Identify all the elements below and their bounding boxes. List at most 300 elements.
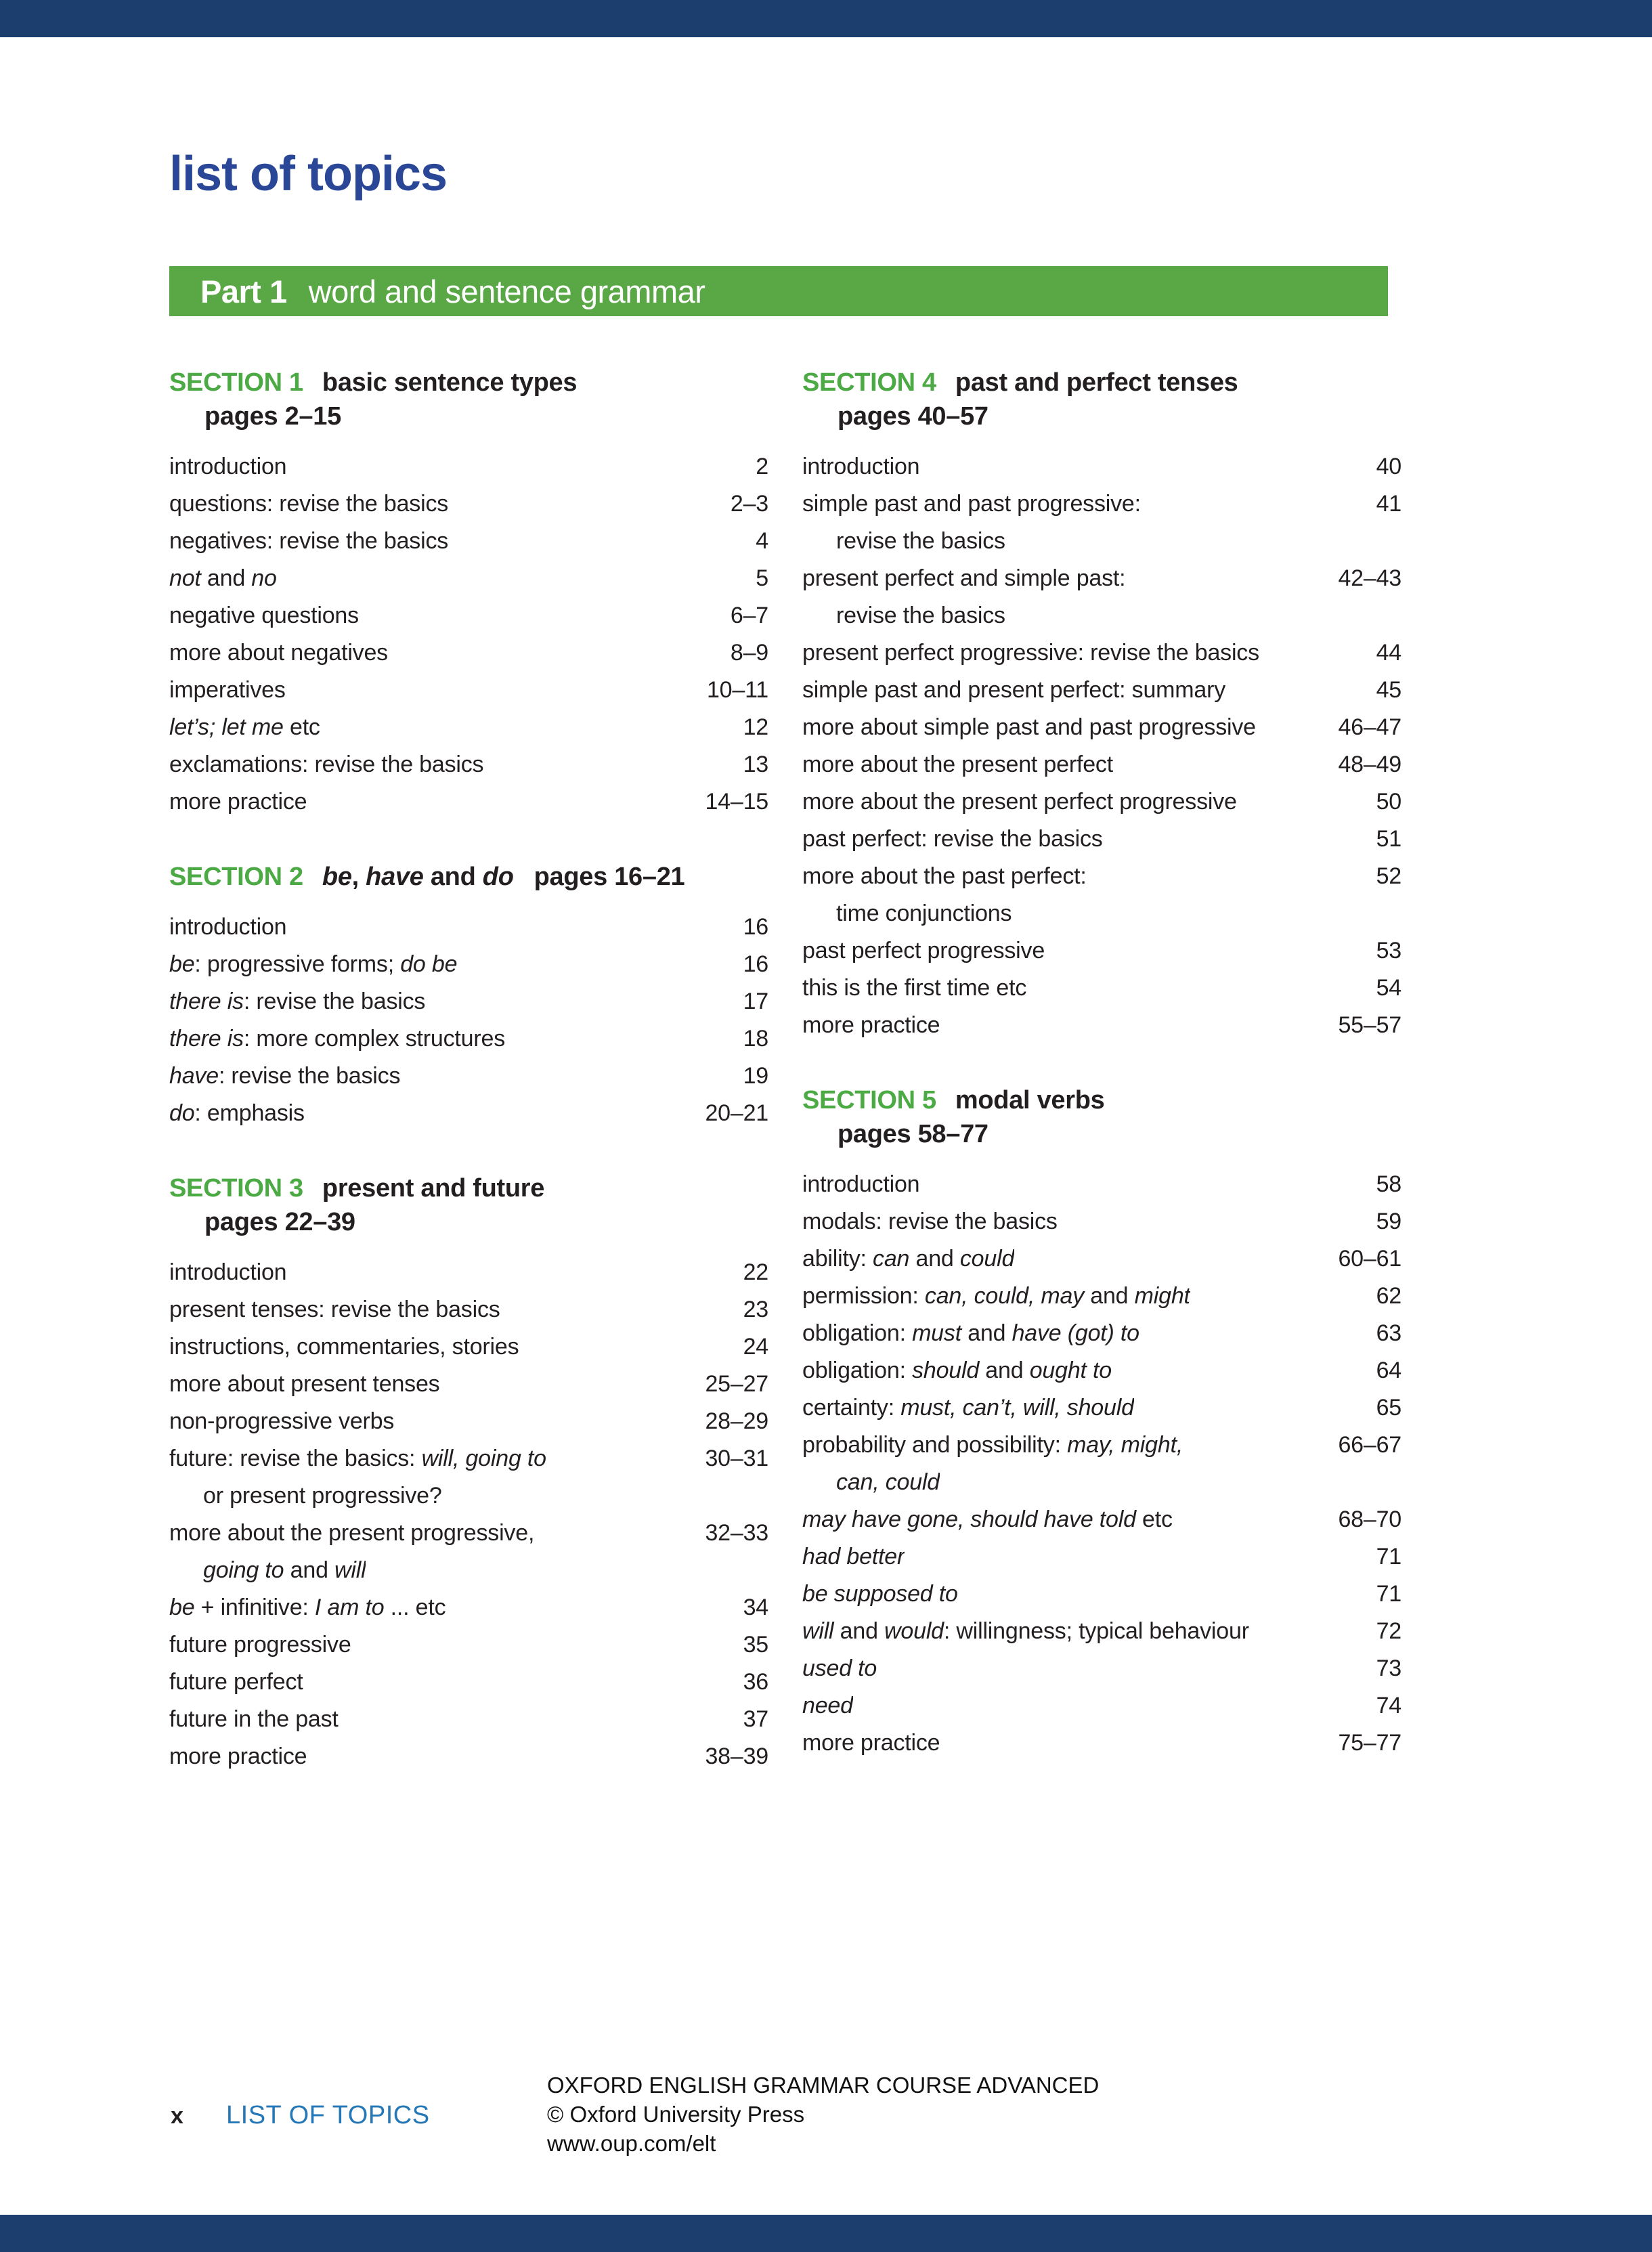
text-run: probability and possibility:	[802, 1432, 1068, 1458]
toc-item-text	[802, 1538, 905, 1576]
toc-item	[169, 1515, 768, 1552]
text-run: be	[169, 1595, 195, 1620]
toc-item	[169, 448, 768, 485]
toc-item	[802, 1352, 1401, 1389]
part-title: word and sentence grammar	[308, 273, 705, 309]
toc-item-pages: 5	[756, 565, 768, 591]
toc-item-pages: 46–47	[1338, 714, 1401, 740]
text-run: more about the past perfect:	[802, 863, 1087, 889]
toc-item	[169, 746, 768, 783]
toc-item-text	[802, 932, 1045, 970]
text-run: : willingness; typical behaviour	[943, 1618, 1249, 1644]
toc-item	[802, 1538, 1401, 1576]
toc-item-text	[802, 672, 1225, 709]
text-run: : revise the basics	[218, 1063, 401, 1089]
toc-item-text	[169, 1738, 307, 1775]
toc-item-pages: 42–43	[1338, 565, 1401, 591]
text-run: have	[169, 1063, 219, 1089]
text-run: past and perfect tenses	[955, 368, 1238, 397]
toc-item-continuation	[802, 895, 1401, 932]
section-item-list	[169, 448, 768, 821]
text-run: can, could	[836, 1469, 940, 1495]
toc-item-text	[169, 1291, 500, 1328]
toc-item	[802, 1278, 1401, 1315]
text-run: obligation:	[802, 1358, 913, 1383]
toc-item-text	[802, 448, 919, 485]
text-run: more practice	[802, 1012, 940, 1038]
toc-item-text	[169, 1589, 445, 1626]
toc-item	[169, 560, 768, 597]
toc-item	[169, 634, 768, 672]
section-heading	[802, 366, 1401, 399]
toc-item	[169, 783, 768, 821]
toc-item	[169, 1254, 768, 1291]
toc-item-pages: 25–27	[705, 1371, 768, 1397]
toc-item-text	[169, 1058, 400, 1095]
text-run: etc	[283, 714, 320, 740]
toc-item	[169, 1291, 768, 1328]
toc-item	[169, 983, 768, 1020]
toc-item	[802, 783, 1401, 821]
toc-item	[802, 709, 1401, 746]
toc-column-right	[802, 366, 1401, 1815]
toc-item-pages: 4	[756, 528, 768, 554]
section-number: SECTION 4	[802, 368, 936, 397]
text-run: must	[912, 1320, 961, 1346]
toc-item-pages: 59	[1376, 1209, 1401, 1234]
toc-item-pages: 45	[1376, 677, 1401, 703]
toc-item-pages: 64	[1376, 1358, 1401, 1383]
toc-item	[169, 1403, 768, 1440]
toc-section	[169, 366, 768, 821]
toc-item-text	[169, 1403, 394, 1440]
text-run: present and future	[322, 1174, 545, 1203]
text-run: present perfect and simple past:	[802, 565, 1126, 591]
section-number: SECTION 1	[169, 368, 303, 397]
text-run: : progressive forms;	[194, 951, 401, 977]
text-run: more practice	[169, 789, 307, 815]
toc-item-pages: 75–77	[1338, 1730, 1401, 1756]
toc-item	[169, 485, 768, 523]
toc-item-pages: 18	[743, 1026, 768, 1052]
text-run: modal verbs	[955, 1086, 1105, 1114]
toc-item-pages: 32–33	[705, 1520, 768, 1546]
text-run: more about simple past and past progressive	[802, 714, 1256, 740]
toc-item-pages: 65	[1376, 1395, 1401, 1421]
toc-item	[802, 1613, 1401, 1650]
text-run: will	[802, 1618, 834, 1644]
text-run: etc	[1135, 1507, 1173, 1532]
text-run: imperatives	[169, 677, 286, 703]
part-banner	[169, 266, 1388, 316]
toc-item	[169, 909, 768, 946]
text-run: more about negatives	[169, 640, 388, 666]
text-run: need	[802, 1693, 853, 1718]
text-run: permission:	[802, 1283, 925, 1309]
toc-item-text	[169, 1664, 303, 1701]
text-run: more about present tenses	[169, 1371, 440, 1397]
section-pages: pages 58–77	[838, 1120, 988, 1148]
toc-item-pages: 6–7	[730, 603, 768, 628]
section-pages: pages 2–15	[204, 402, 341, 431]
toc-item-text	[169, 1552, 366, 1589]
text-run: and	[423, 863, 483, 891]
toc-item-text	[802, 597, 1005, 634]
toc-item-pages: 8–9	[730, 640, 768, 666]
toc-item-text	[169, 1366, 439, 1403]
toc-item	[802, 1389, 1401, 1427]
text-run: more about the present progressive,	[169, 1520, 535, 1546]
toc-item-text	[802, 1613, 1249, 1650]
toc-item	[169, 1626, 768, 1664]
text-run: future in the past	[169, 1706, 339, 1732]
toc-item-text	[169, 485, 448, 523]
toc-item-pages: 23	[743, 1297, 768, 1322]
text-run: had better	[802, 1544, 905, 1569]
toc-item-pages: 50	[1376, 789, 1401, 815]
toc-item-pages: 54	[1376, 975, 1401, 1001]
section-title	[322, 1174, 544, 1203]
toc-item-pages: 13	[743, 752, 768, 777]
section-title	[322, 368, 577, 397]
text-run: have (got) to	[1012, 1320, 1139, 1346]
toc-item	[802, 485, 1401, 523]
toc-item	[169, 1328, 768, 1366]
text-run: can	[873, 1246, 910, 1272]
text-run: ... etc	[384, 1595, 446, 1620]
footer-page-number: x	[171, 2103, 183, 2129]
toc-item-text	[169, 1095, 305, 1132]
toc-item-pages: 10–11	[706, 677, 768, 703]
text-run: non-progressive verbs	[169, 1408, 395, 1434]
text-run: and	[284, 1557, 335, 1583]
text-run: basic sentence types	[322, 368, 578, 397]
toc-item-text	[169, 1328, 519, 1366]
text-run: this is the first time etc	[802, 975, 1027, 1001]
toc-item-text	[802, 1389, 1134, 1427]
toc-item-text	[169, 1477, 442, 1515]
toc-item-text	[802, 1427, 1183, 1464]
section-pages: pages 40–57	[838, 402, 988, 431]
toc-item-text	[802, 1687, 853, 1725]
toc-item-pages: 62	[1376, 1283, 1401, 1309]
toc-item-continuation	[169, 1552, 768, 1589]
toc-item	[169, 709, 768, 746]
text-run: have	[366, 863, 424, 891]
text-run: exclamations: revise the basics	[169, 752, 484, 777]
text-run: introduction	[802, 1171, 920, 1197]
toc-item-text	[169, 1254, 286, 1291]
text-run: more about the present perfect progressive	[802, 789, 1237, 815]
toc-item-pages: 38–39	[705, 1744, 768, 1769]
toc-item-text	[802, 895, 1012, 932]
toc-item-pages: 44	[1376, 640, 1401, 666]
toc-item-text	[802, 1650, 877, 1687]
toc-item-pages: 51	[1376, 826, 1401, 852]
section-item-list	[169, 1254, 768, 1775]
text-run: no	[251, 565, 277, 591]
toc-item-pages: 71	[1376, 1581, 1401, 1607]
text-run: may have gone, should have told	[802, 1507, 1136, 1532]
text-run: obligation:	[802, 1320, 913, 1346]
text-run: more practice	[169, 1744, 307, 1769]
toc-item-pages: 19	[743, 1063, 768, 1089]
section-number: SECTION 5	[802, 1086, 936, 1114]
toc-item-pages: 58	[1376, 1171, 1401, 1197]
toc-item-text	[802, 1725, 940, 1762]
text-run: certainty:	[802, 1395, 901, 1421]
toc-item-text	[802, 1007, 940, 1044]
toc-item	[802, 1166, 1401, 1203]
toc-item	[802, 560, 1401, 597]
toc-item-pages: 48–49	[1338, 752, 1401, 777]
toc-item-text	[802, 1352, 1112, 1389]
toc-item	[169, 1701, 768, 1738]
toc-item-pages: 14–15	[705, 789, 768, 815]
toc-item	[802, 858, 1401, 895]
text-run: introduction	[169, 1259, 287, 1285]
toc-column-left	[169, 366, 768, 1815]
toc-item	[169, 1738, 768, 1775]
text-run: will	[334, 1557, 366, 1583]
toc-item-text	[169, 523, 448, 560]
toc-item	[802, 1576, 1401, 1613]
toc-item	[169, 1020, 768, 1058]
text-run: simple past and past progressive:	[802, 491, 1141, 517]
toc-item-pages: 60–61	[1338, 1246, 1401, 1272]
toc-item	[802, 1725, 1401, 1762]
text-run: must, can’t, will, should	[900, 1395, 1134, 1421]
section-item-list	[169, 909, 768, 1132]
toc-item	[802, 672, 1401, 709]
text-run: can, could, may	[924, 1283, 1085, 1309]
text-run: present tenses: revise the basics	[169, 1297, 500, 1322]
text-run: be	[322, 863, 352, 891]
text-run: and	[833, 1618, 885, 1644]
text-run: ability:	[802, 1246, 873, 1272]
toc-item-text	[169, 746, 483, 783]
toc-item-pages: 22	[743, 1259, 768, 1285]
toc-item-text	[802, 1576, 958, 1613]
text-run: introduction	[802, 454, 920, 479]
toc-item-pages: 37	[743, 1706, 768, 1732]
text-run: negative questions	[169, 603, 359, 628]
toc-item-text	[802, 858, 1087, 895]
text-run: introduction	[169, 914, 287, 940]
toc-item	[802, 970, 1401, 1007]
toc-item	[802, 1687, 1401, 1725]
bottom-edge-bar	[0, 2215, 1652, 2252]
toc-item-text	[169, 983, 425, 1020]
section-pages: pages 22–39	[204, 1208, 355, 1236]
text-run: and	[1084, 1283, 1135, 1309]
toc-item-pages: 63	[1376, 1320, 1401, 1346]
toc-item-text	[802, 523, 1005, 560]
text-run: modals: revise the basics	[802, 1209, 1058, 1234]
text-run: simple past and present perfect: summary	[802, 677, 1226, 703]
section-title	[955, 1086, 1105, 1114]
toc-section	[802, 1083, 1401, 1762]
text-run: and	[200, 565, 252, 591]
toc-columns	[169, 366, 1401, 1815]
toc-item-continuation	[802, 1464, 1401, 1501]
text-run: let’s; let me	[169, 714, 284, 740]
text-run: and	[909, 1246, 960, 1272]
toc-item-pages: 12	[743, 714, 768, 740]
section-heading	[169, 860, 768, 894]
top-edge-bar	[0, 0, 1652, 37]
toc-item-pages: 52	[1376, 863, 1401, 889]
text-run: future progressive	[169, 1632, 351, 1658]
section-number: SECTION 3	[169, 1174, 303, 1203]
toc-item	[169, 1589, 768, 1626]
section-item-list	[802, 448, 1401, 1044]
text-run: instructions, commentaries, stories	[169, 1334, 519, 1360]
credit-line: www.oup.com/elt	[547, 2131, 716, 2156]
toc-item	[802, 1501, 1401, 1538]
text-run: or present progressive?	[203, 1483, 442, 1509]
toc-item-continuation	[169, 1477, 768, 1515]
page-title: list of topics	[169, 147, 448, 201]
toc-item-pages: 20–21	[705, 1100, 768, 1126]
section-heading	[169, 1171, 768, 1205]
toc-item-pages: 41	[1376, 491, 1401, 517]
text-run: may, might,	[1067, 1432, 1183, 1458]
text-run: : revise the basics	[243, 989, 426, 1014]
toc-item	[802, 746, 1401, 783]
toc-section	[802, 366, 1401, 1044]
text-run: there is	[169, 989, 244, 1014]
text-run: past perfect: revise the basics	[802, 826, 1103, 852]
text-run: not	[169, 565, 201, 591]
toc-item-text	[169, 597, 359, 634]
text-run: introduction	[169, 454, 287, 479]
text-run: + infinitive:	[194, 1595, 315, 1620]
toc-item-pages: 36	[743, 1669, 768, 1695]
text-run: I am to	[314, 1595, 385, 1620]
toc-section	[169, 860, 768, 1132]
section-heading	[169, 366, 768, 399]
toc-item-text	[169, 1515, 534, 1552]
text-run: negatives: revise the basics	[169, 528, 449, 554]
text-run: ,	[351, 863, 366, 891]
toc-item-text	[802, 821, 1103, 858]
text-run: might	[1134, 1283, 1190, 1309]
section-number: SECTION 2	[169, 863, 303, 891]
toc-item-pages: 2	[756, 454, 768, 479]
toc-item	[802, 1427, 1401, 1464]
text-run: revise the basics	[836, 603, 1005, 628]
toc-item	[802, 1007, 1401, 1044]
section-title	[322, 863, 514, 891]
text-run: more about the present perfect	[802, 752, 1113, 777]
toc-item-pages: 55–57	[1338, 1012, 1401, 1038]
toc-item	[802, 634, 1401, 672]
text-run: used to	[802, 1655, 877, 1681]
toc-item	[169, 1058, 768, 1095]
toc-item	[169, 1366, 768, 1403]
text-run: time conjunctions	[836, 901, 1012, 926]
toc-item-pages: 68–70	[1338, 1507, 1401, 1532]
toc-item-pages: 16	[743, 914, 768, 940]
toc-item-pages: 17	[743, 989, 768, 1014]
toc-item-text	[802, 1501, 1173, 1538]
toc-item-text	[169, 448, 286, 485]
text-run: do	[169, 1100, 195, 1126]
text-run: do be	[400, 951, 458, 977]
toc-item-continuation	[802, 523, 1401, 560]
text-run: should	[912, 1358, 980, 1383]
part-label: Part 1	[200, 273, 287, 309]
text-run: : emphasis	[194, 1100, 305, 1126]
toc-item-pages: 2–3	[730, 491, 768, 517]
toc-item	[169, 1095, 768, 1132]
section-title	[955, 368, 1238, 397]
toc-item-text	[169, 560, 277, 597]
toc-item	[802, 821, 1401, 858]
toc-section	[169, 1171, 768, 1775]
toc-item-text	[802, 1240, 1014, 1278]
toc-item-text	[169, 1020, 505, 1058]
toc-item	[169, 597, 768, 634]
toc-item-text	[802, 1464, 940, 1501]
text-run: : more complex structures	[243, 1026, 506, 1052]
toc-item-pages: 73	[1376, 1655, 1401, 1681]
toc-item	[169, 672, 768, 709]
toc-item	[802, 1203, 1401, 1240]
toc-item-pages: 28–29	[705, 1408, 768, 1434]
toc-item-text	[169, 946, 457, 983]
toc-item-pages: 72	[1376, 1618, 1401, 1644]
toc-item-text	[802, 1166, 919, 1203]
credit-line: © Oxford University Press	[547, 2102, 805, 2127]
toc-item	[802, 932, 1401, 970]
publisher-credits	[547, 2071, 1099, 2158]
toc-item-text	[169, 1440, 546, 1477]
toc-item-pages: 66–67	[1338, 1432, 1401, 1458]
toc-item-text	[802, 560, 1125, 597]
toc-item-text	[802, 783, 1237, 821]
toc-item-text	[802, 634, 1259, 672]
text-run: future perfect	[169, 1669, 303, 1695]
text-run: will, going to	[421, 1446, 546, 1471]
toc-item-pages: 35	[743, 1632, 768, 1658]
section-heading	[802, 1083, 1401, 1117]
text-run: be	[169, 951, 195, 977]
text-run: ought to	[1029, 1358, 1112, 1383]
toc-item-pages: 53	[1376, 938, 1401, 963]
toc-item-text	[169, 709, 320, 746]
section-item-list	[802, 1166, 1401, 1762]
toc-item	[802, 1650, 1401, 1687]
toc-item-pages: 30–31	[705, 1446, 768, 1471]
footer-page-label: LIST OF TOPICS	[226, 2101, 430, 2129]
toc-item-text	[169, 634, 388, 672]
text-run: future: revise the basics:	[169, 1446, 422, 1471]
toc-item-text	[802, 1315, 1139, 1352]
text-run: do	[482, 863, 514, 891]
toc-item	[169, 1664, 768, 1701]
toc-item-text	[802, 485, 1141, 523]
toc-item-pages: 16	[743, 951, 768, 977]
text-run: could	[959, 1246, 1015, 1272]
toc-item-pages: 34	[743, 1595, 768, 1620]
toc-item-text	[802, 746, 1113, 783]
text-run: there is	[169, 1026, 244, 1052]
toc-item-text	[169, 1701, 339, 1738]
toc-item-text	[802, 1278, 1190, 1315]
toc-item-text	[802, 709, 1256, 746]
